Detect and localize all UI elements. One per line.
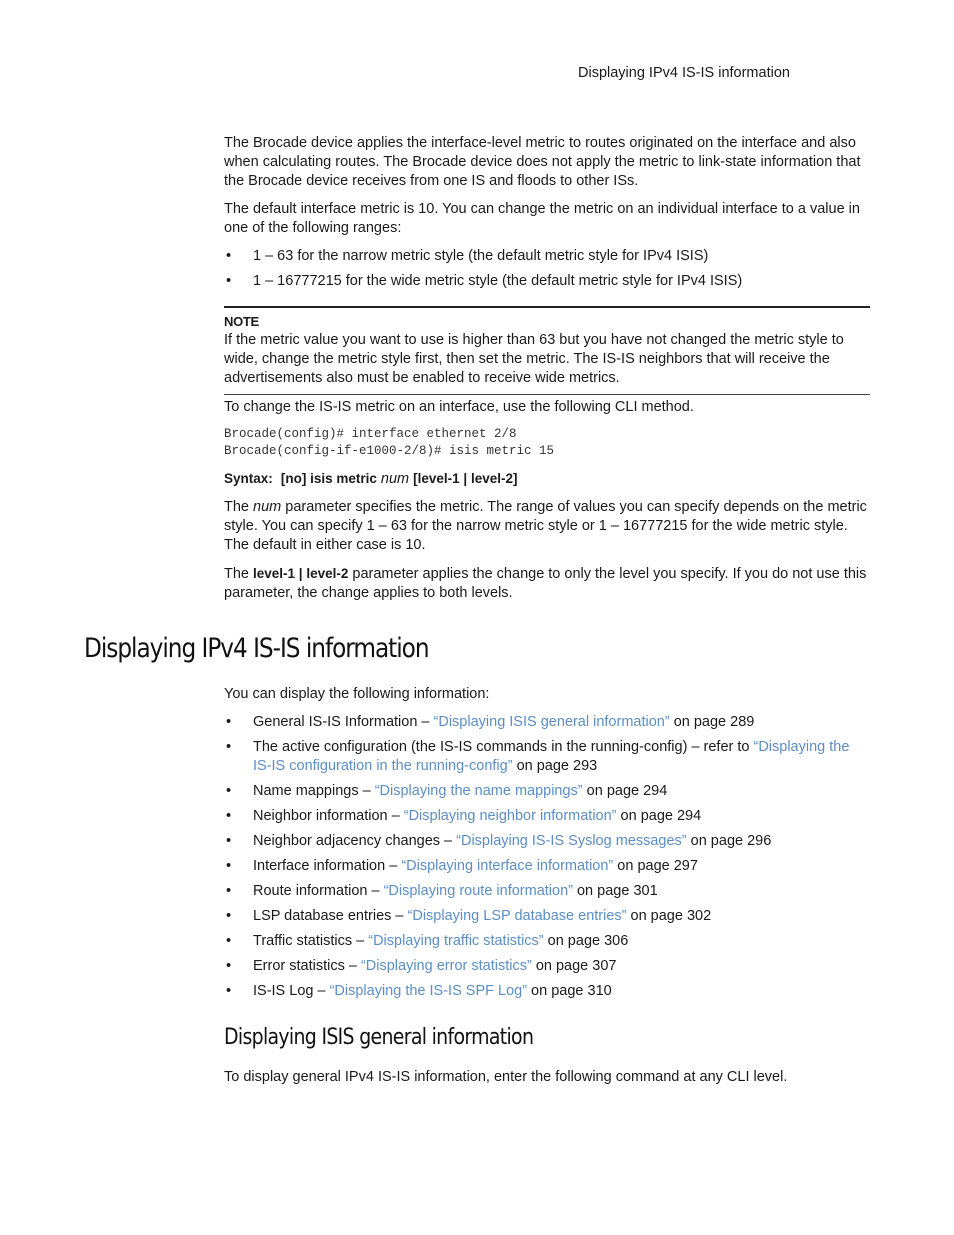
cross-reference-link[interactable]: “Displaying error statistics” bbox=[360, 958, 532, 974]
bullet-icon: • bbox=[226, 833, 232, 849]
list-item: • Route information – “Displaying route information” on page 301 bbox=[226, 883, 658, 899]
bullet-icon: • bbox=[226, 273, 232, 289]
cross-reference-link[interactable]: “Displaying the IS-IS configuration in the running-config” bbox=[253, 739, 850, 774]
code-line-2: Brocade(config-if-e1000-2/8)# isis metric 15 bbox=[224, 444, 555, 458]
metric-range-list bbox=[224, 247, 870, 291]
bullet-icon: • bbox=[226, 883, 232, 899]
list-item: • Neighbor adjacency changes – “Displaying IS-IS Syslog messages” on page 296 bbox=[226, 833, 772, 849]
note-text: If the metric value you want to use is higher than 63 but you have not changed the metric style to wide, change the metric style first, then set the metric. The IS-IS neighbors that will receive the advertisements also must be enabled to receive wide metrics. bbox=[224, 332, 844, 386]
code-line-1: Brocade(config)# interface ethernet 2/8 bbox=[224, 427, 517, 441]
subsection-heading: Displaying ISIS general information bbox=[224, 1025, 534, 1050]
intro-paragraph-2: The default interface metric is 10. You can change the metric on an individual interface to a value in one of the following ranges: bbox=[224, 201, 860, 236]
bullet-icon: • bbox=[226, 983, 232, 999]
bullet-icon: • bbox=[226, 958, 232, 974]
cross-reference-link[interactable]: “Displaying IS-IS Syslog messages” bbox=[456, 833, 687, 849]
information-list bbox=[224, 713, 870, 1001]
cli-block bbox=[224, 398, 870, 603]
cross-reference-link[interactable]: “Displaying ISIS general information” bbox=[433, 714, 670, 730]
note-label: NOTE bbox=[224, 314, 259, 329]
bullet-icon: • bbox=[226, 808, 232, 824]
list-item: • The active configuration (the IS-IS commands in the running-config) – refer to “Displaying the IS-IS configuration in the running-config” on page 293 bbox=[226, 739, 850, 774]
num-parameter-paragraph: The num parameter specifies the metric. The range of values you can specify depends on the metric style. You can specify 1 – 63 for the narrow metric style or 1 – 16777215 for the wide metric style. The default in either case is 10. bbox=[224, 499, 867, 553]
list-item: • 1 – 63 for the narrow metric style (the default metric style for IPv4 ISIS) bbox=[226, 248, 709, 264]
intro-block bbox=[224, 134, 870, 297]
section-heading: Displaying IPv4 IS-IS information bbox=[84, 633, 429, 664]
cli-intro: To change the IS-IS metric on an interface, use the following CLI method. bbox=[224, 399, 694, 415]
list-item: • Error statistics – “Displaying error statistics” on page 307 bbox=[226, 958, 617, 974]
list-item: • Neighbor information – “Displaying neighbor information” on page 294 bbox=[226, 808, 702, 824]
list-item: • Traffic statistics – “Displaying traffic statistics” on page 306 bbox=[226, 933, 629, 949]
bullet-icon: • bbox=[226, 783, 232, 799]
list-item: • LSP database entries – “Displaying LSP database entries” on page 302 bbox=[226, 908, 712, 924]
bullet-icon: • bbox=[226, 858, 232, 874]
bullet-icon: • bbox=[226, 248, 232, 264]
syntax-line: Syntax: [no] isis metric num [level-1 | level-2] bbox=[224, 471, 518, 487]
bullet-icon: • bbox=[226, 908, 232, 924]
list-item: • IS-IS Log – “Displaying the IS-IS SPF Log” on page 310 bbox=[226, 983, 612, 999]
bullet-icon: • bbox=[226, 739, 232, 755]
bullet-icon: • bbox=[226, 714, 232, 730]
bullet-icon: • bbox=[226, 933, 232, 949]
section-block bbox=[224, 685, 870, 1007]
subsection-block bbox=[224, 1068, 870, 1087]
cross-reference-link[interactable]: “Displaying traffic statistics” bbox=[368, 933, 544, 949]
note-box bbox=[224, 306, 870, 395]
subsection-text: To display general IPv4 IS-IS information, enter the following command at any CLI level. bbox=[224, 1069, 788, 1085]
level-parameter-paragraph: The level-1 | level-2 parameter applies the change to only the level you specify. If you do not use this parameter, the change applies to both levels. bbox=[224, 566, 867, 601]
list-item: • General IS-IS Information – “Displaying ISIS general information” on page 289 bbox=[226, 714, 755, 730]
intro-paragraph-1: The Brocade device applies the interface-level metric to routes originated on the interface and also when calculating routes. The Brocade device does not apply the metric to link-state information that the Brocade device receives from one IS and floods to other ISs. bbox=[224, 135, 861, 189]
list-item: • 1 – 16777215 for the wide metric style (the default metric style for IPv4 ISIS) bbox=[226, 273, 743, 289]
list-item: • Name mappings – “Displaying the name mappings” on page 294 bbox=[226, 783, 668, 799]
cross-reference-link[interactable]: “Displaying LSP database entries” bbox=[407, 908, 627, 924]
cross-reference-link[interactable]: “Displaying the IS-IS SPF Log” bbox=[329, 983, 528, 999]
running-header: Displaying IPv4 IS-IS information bbox=[578, 65, 790, 81]
cross-reference-link[interactable]: “Displaying neighbor information” bbox=[403, 808, 617, 824]
list-item: • Interface information – “Displaying interface information” on page 297 bbox=[226, 858, 698, 874]
cross-reference-link[interactable]: “Displaying the name mappings” bbox=[374, 783, 583, 799]
section-intro: You can display the following information: bbox=[224, 686, 490, 702]
cross-reference-link[interactable]: “Displaying route information” bbox=[383, 883, 573, 899]
cross-reference-link[interactable]: “Displaying interface information” bbox=[401, 858, 614, 874]
